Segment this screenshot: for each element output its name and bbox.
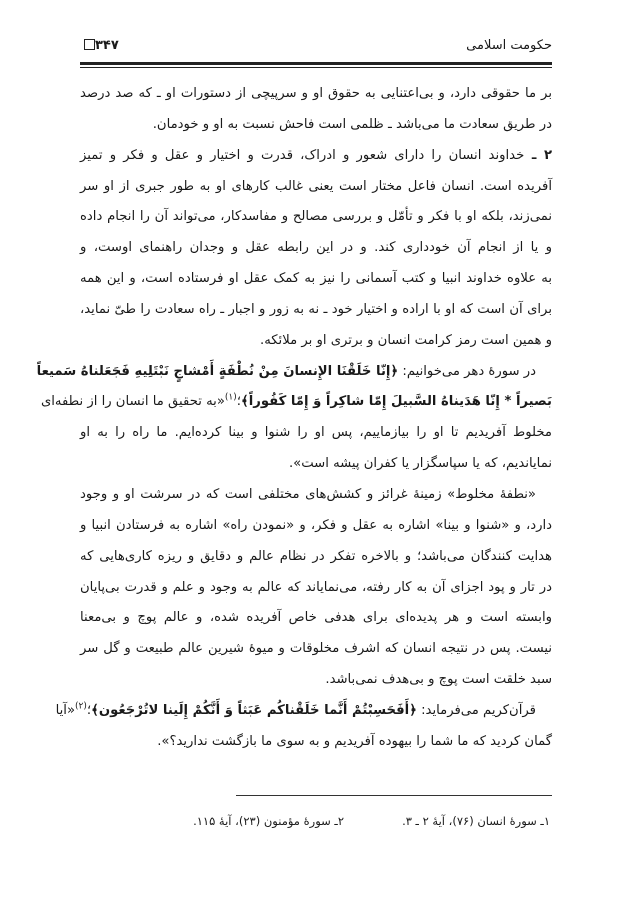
- text-segment: و همین است رمز کرامت انسان و برتری او بر ملائکه.: [260, 332, 552, 348]
- text-segment: در طریق سعادت ما می‌باشد ـ ظلمی است فاحش نسبت به او و خودمان.: [152, 116, 552, 132]
- text-line: [80, 603, 552, 634]
- page-number-block: [80, 38, 119, 53]
- text-line: [55, 696, 552, 727]
- text-line: [80, 727, 552, 758]
- footnote-separator: [236, 795, 552, 796]
- footnote-1: ۱ـ سورهٔ انسان (۷۶)، آیهٔ ۲ ـ ۳.: [402, 814, 550, 828]
- text-line: [80, 172, 552, 203]
- text-segment: سبد خلقت است پوچ و بی‌هدف نمی‌باشد.: [325, 672, 552, 688]
- text-line: [80, 634, 552, 665]
- text-line: [80, 141, 552, 172]
- text-line: [80, 542, 552, 573]
- header-rule-thick: [80, 62, 552, 65]
- text-segment: در سورهٔ دهر می‌خوانیم:: [398, 363, 536, 379]
- text-line: [80, 665, 552, 696]
- text-segment: در تار و پود اجزای آن به کار رفته، می‌نمایاند که عالم به وجود و علم و قدرت بی‌پایان: [80, 579, 552, 595]
- text-line: [80, 110, 552, 141]
- text-segment: «آیا: [55, 702, 76, 718]
- text-segment: ؛: [236, 394, 241, 410]
- text-segment: مخلوط آفریدیم تا او را بیازماییم، پس او را شنوا و بینا کرده‌ایم. ما راه را به او: [80, 425, 552, 441]
- text-line: [80, 233, 552, 264]
- text-line: [80, 480, 552, 511]
- text-segment: هدایت کنندگان می‌باشد؛ و بالاخره تفکر در نظام عالم و دقایق و ریزه کاری‌هایی که: [80, 548, 552, 564]
- text-segment: نمایاندیم، که یا سپاسگزار یا کفران پیشه است».: [288, 456, 552, 472]
- text-line: [80, 449, 552, 480]
- book-title: حکومت اسلامی: [466, 38, 552, 53]
- text-line: [40, 387, 552, 418]
- header-rule-thin: [80, 67, 552, 68]
- text-segment: «به تحقیق ما انسان را از نطفه‌ای: [40, 394, 225, 410]
- text-line: [80, 418, 552, 449]
- text-segment: نیست. پس در نتیجه انسان که اشرف مخلوقات و میوهٔ شیرین عالم طبیعت و گل سر: [80, 641, 552, 657]
- text-line: [80, 264, 552, 295]
- text-segment: و یا از انجام آن خودداری کند. و در این رابطه عقل و وجدان راهنمای اوست، و: [80, 240, 552, 256]
- running-header: [80, 36, 552, 58]
- quran-verse: ۲ ـ: [524, 147, 552, 163]
- quran-verse: بَصيراً * إِنّا هَدَيناهُ السَّبيلَ إِمّا شاكِراً وَ إِمّا كَفُوراً﴾: [240, 394, 552, 410]
- text-segment: نمی‌زند، بلکه او با فکر و تأمّل و بررسی مصالح و مفاسدکار، می‌تواند آن را انجام داده: [80, 209, 552, 225]
- text-line: [80, 79, 552, 110]
- text-segment: قرآن‌کریم می‌فرماید:: [416, 702, 536, 718]
- text-segment: وابسته است و هر پدیده‌ای برای هدفی خاص آفریده شده، و عالم پوچ و بی‌معنا: [80, 610, 552, 626]
- text-line: [80, 326, 552, 357]
- text-line: [80, 573, 552, 604]
- footnote-2: ۲ـ سورهٔ مؤمنون (۲۳)، آیهٔ ۱۱۵.: [193, 814, 344, 828]
- text-line: [80, 295, 552, 326]
- text-line: [36, 357, 552, 388]
- text-segment: بر ما حقوقی دارد، و بی‌اعتنایی به حقوق او و سرپیچی از دستورات او ـ که صد درصد: [80, 86, 552, 101]
- text-segment: برای آن است که او با اراده و اختیار خود ـ نه به زور و اجبار ـ راه سعادت را طیّ نماید،: [80, 301, 552, 317]
- footnote-ref: (۱): [224, 393, 237, 404]
- text-line: [80, 511, 552, 542]
- text-segment: خداوند انسان را دارای شعور و ادراک، قدرت و اختیار و عقل و فکر و تمیز: [80, 147, 525, 163]
- page-number: ۳۴۷: [95, 38, 119, 53]
- text-segment: به علاوه خداوند انبیا و کتب آسمانی را نیز به کمک عقل او فرستاده است، و این همه: [80, 271, 552, 287]
- square-icon: [84, 39, 95, 50]
- body-text: [36, 79, 552, 758]
- quran-verse: ﴿إِنّا خَلَقْنَا الإِنسانَ مِنْ نُطْفَةٍ أَمْشاجٍ نَبْتَلِيهِ فَجَعَلناهُ سَميعاً: [36, 363, 399, 379]
- quran-verse: ﴿أَفَحَسِبْتُمْ أَنَّما خَلَقْناكُم عَبَثاً وَ أَنَّكُمْ إِلَينا لاتُرْجَعُون﴾: [91, 702, 417, 718]
- text-segment: ؛: [86, 702, 92, 718]
- text-segment: «نطفهٔ مخلوط» زمینهٔ غرائز و کشش‌های مختلفی است که در سرشت او و وجود: [80, 486, 536, 502]
- text-segment: دارد، و «شنوا و بینا» اشاره به عقل و فکر، و «نمودن راه» اشاره به فرستادن انبیا و: [80, 517, 552, 533]
- text-segment: گمان کردید که ما شما را بیهوده آفریدیم و به سوی ما بازگشت ندارید؟».: [157, 733, 552, 749]
- footnote-ref: (۲): [75, 701, 87, 712]
- text-segment: آفریده است. انسان فاعل مختار است یعنی غالب کارهای او به طور جبری از او سر: [80, 178, 552, 194]
- text-line: [80, 202, 552, 233]
